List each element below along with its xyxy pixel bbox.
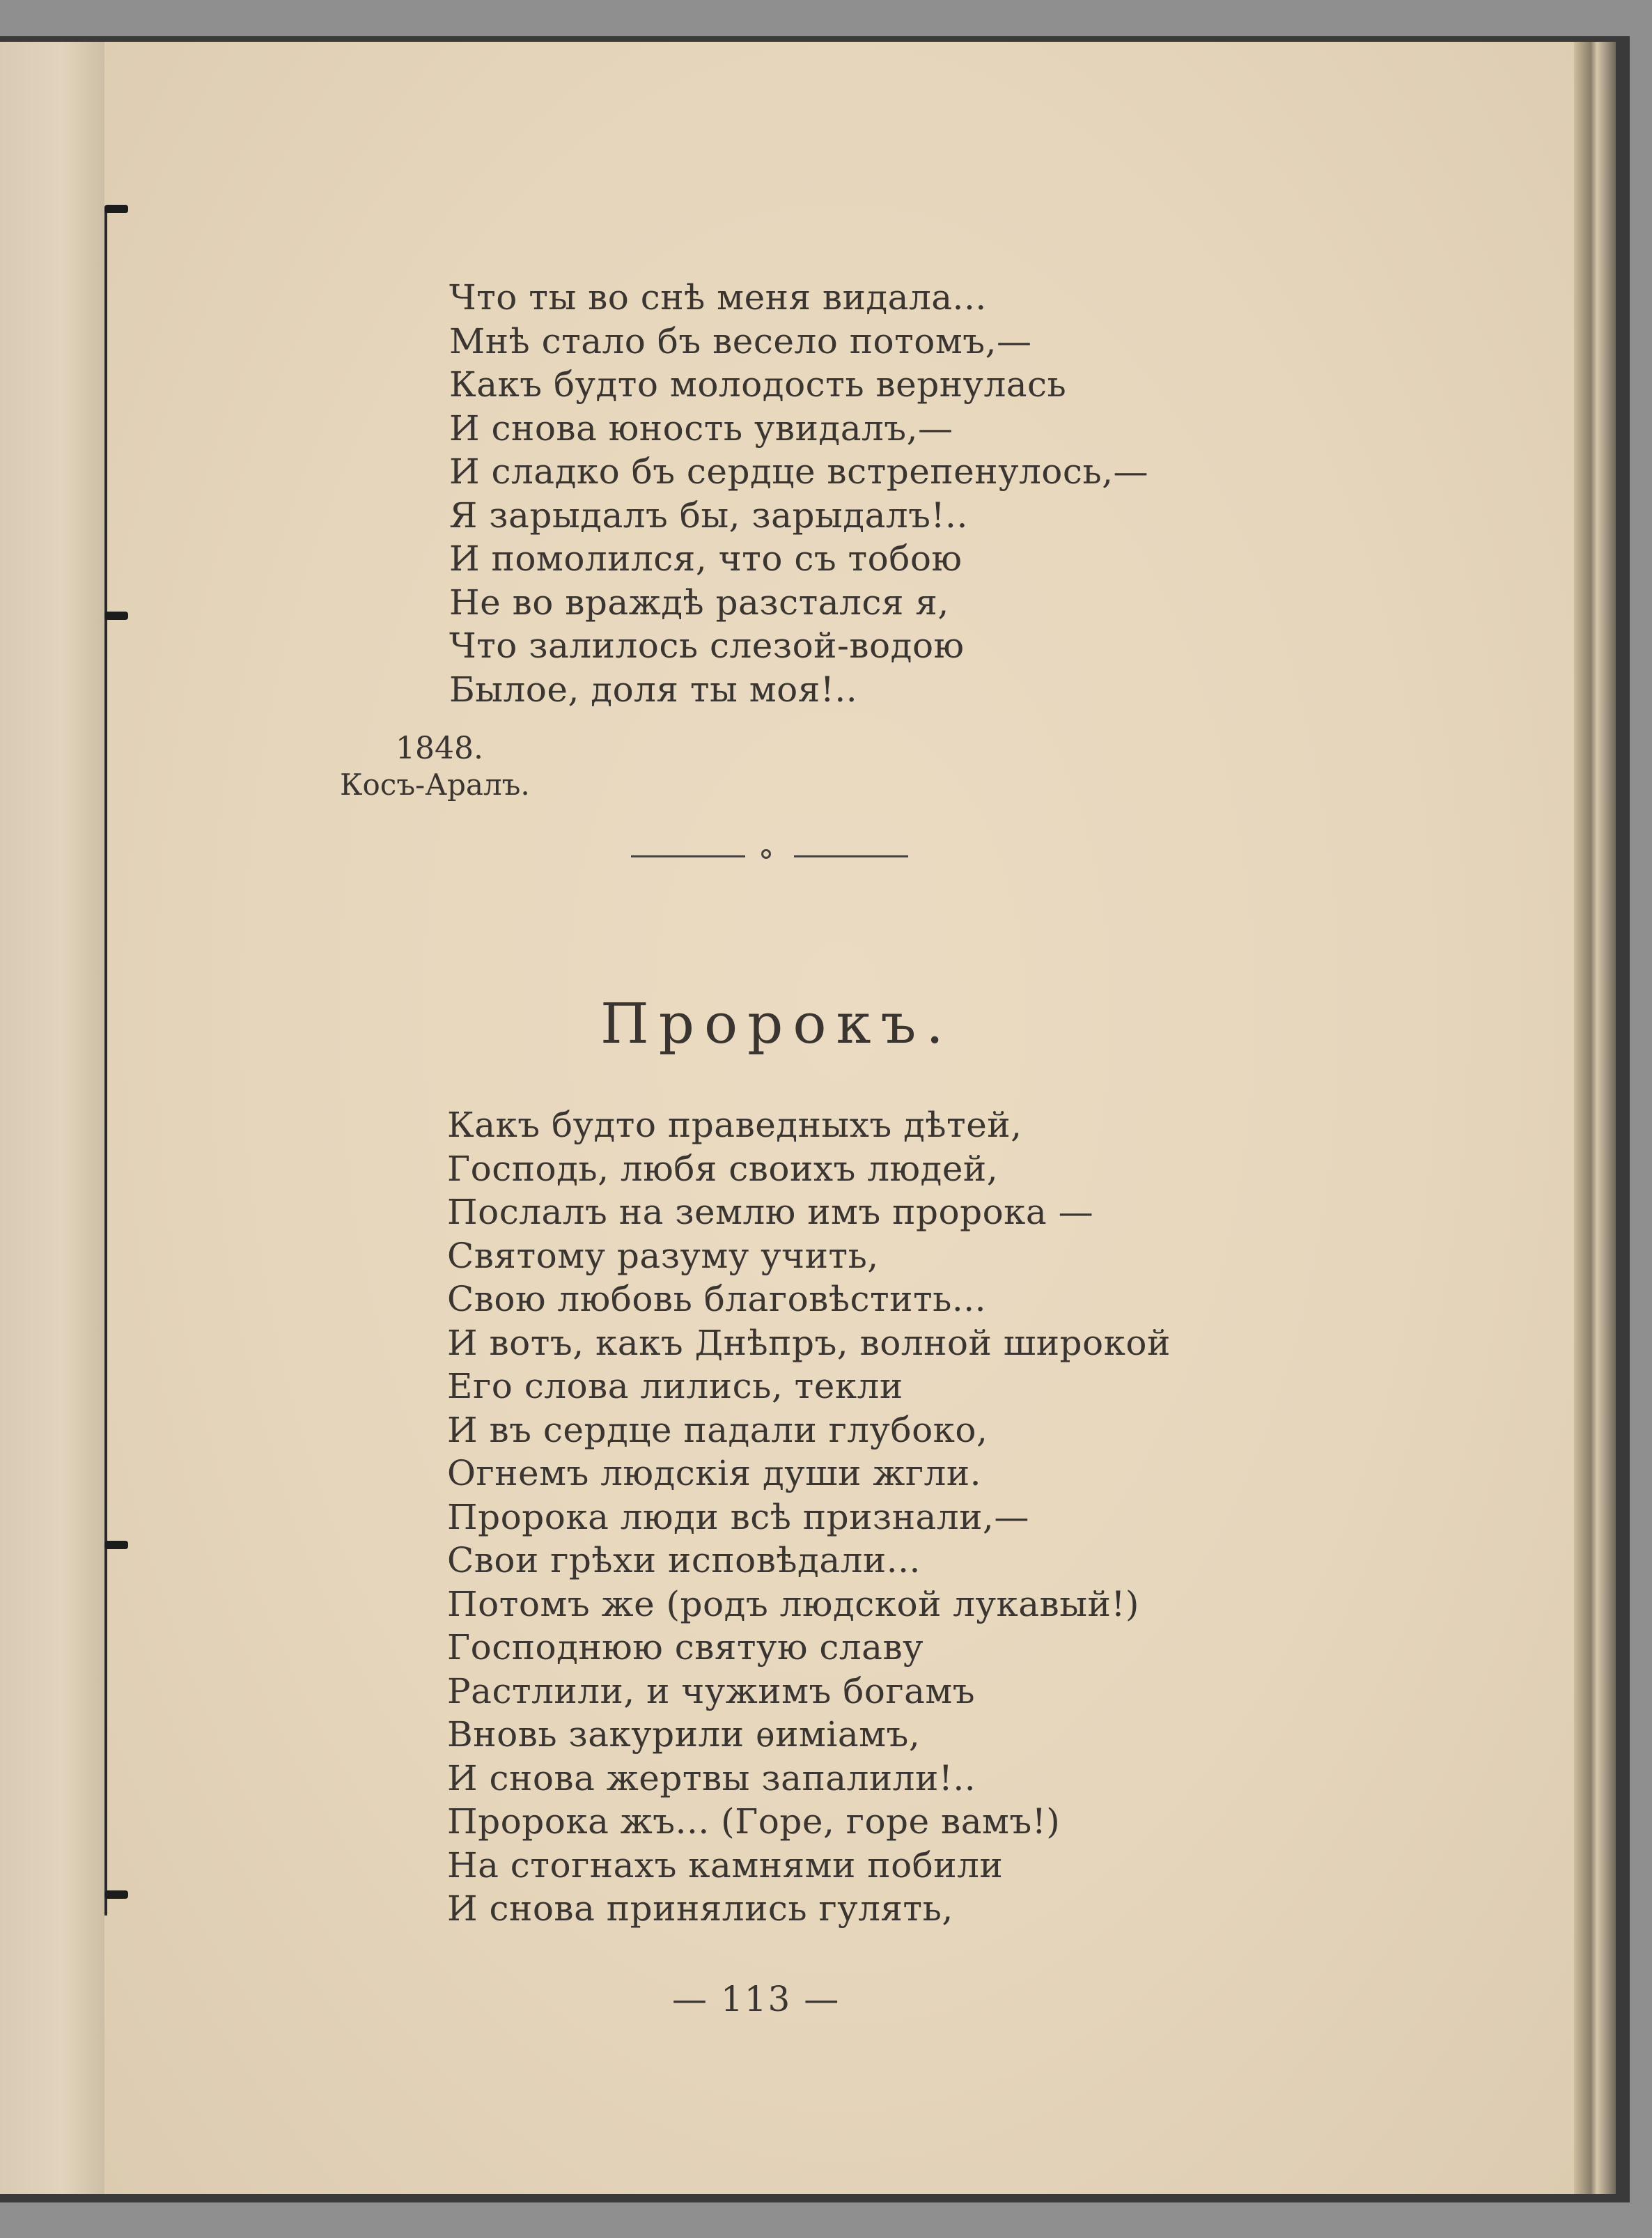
binding-stitch — [104, 1890, 128, 1899]
page-stack-edge — [1574, 42, 1616, 2194]
verse-line: Послалъ на землю имъ пророка — — [447, 1192, 1094, 1232]
section-divider-line — [631, 855, 745, 857]
poem-date: 1848. — [396, 731, 483, 766]
page-number: — 113 — — [672, 1979, 841, 2019]
section-divider-ornament — [761, 849, 771, 859]
poem-place: Косъ-Аралъ. — [340, 768, 530, 802]
binding-stitch — [104, 612, 128, 620]
facing-page-edge — [0, 42, 104, 2194]
verse-line: И въ сердце падали глубоко, — [447, 1409, 988, 1450]
verse-line: Не во враждѣ разстался я, — [449, 582, 949, 623]
verse-line: Господь, любя своихъ людей, — [447, 1148, 999, 1189]
verse-line: Огнемъ людскія души жгли. — [447, 1453, 982, 1493]
verse-line: И вотъ, какъ Днѣпръ, волной широкой — [447, 1322, 1171, 1363]
verse-line: Пророка жъ... (Горе, горе вамъ!) — [447, 1801, 1061, 1842]
section-divider-line — [794, 855, 908, 857]
verse-line: И снова юность увидалъ,— — [449, 407, 953, 449]
verse-line: И снова жертвы запалили!.. — [447, 1757, 976, 1798]
verse-line: И снова принялись гулять, — [447, 1888, 953, 1929]
verse-line: Потомъ же (родъ людской лукавый!) — [447, 1583, 1139, 1624]
verse-line: Я зарыдалъ бы, зарыдалъ!.. — [449, 495, 968, 536]
verse-line: Какъ будто праведныхъ дѣтей, — [447, 1105, 1022, 1145]
verse-line: Господнюю святую славу — [447, 1627, 924, 1668]
verse-line: Святому разуму учить, — [447, 1235, 879, 1276]
spine-thread — [104, 209, 107, 1915]
poem-ending-stanza — [449, 276, 1148, 711]
binding-stitch — [104, 205, 128, 213]
verse-line: Какъ будто молодость вернулась — [449, 364, 1067, 405]
poem-stanza — [447, 1103, 1171, 1931]
binding-stitch — [104, 1541, 128, 1549]
verse-line: Пророка люди всѣ признали,— — [447, 1496, 1029, 1537]
verse-line: Былое, доля ты моя!.. — [449, 669, 858, 710]
verse-line: Что ты во снѣ меня видала... — [449, 277, 987, 318]
verse-line: Свои грѣхи исповѣдали... — [447, 1540, 921, 1580]
verse-line: Его слова лились, текли — [447, 1366, 903, 1406]
verse-line: Что залилось слезой-водою — [449, 625, 965, 666]
verse-line: Свою любовь благовѣстить... — [447, 1279, 987, 1319]
verse-line: На стогнахъ камнями побили — [447, 1844, 1004, 1886]
verse-line: И сладко бъ сердце встрепенулось,— — [449, 451, 1148, 492]
verse-line: Растлили, и чужимъ богамъ — [447, 1670, 976, 1711]
poem-title: Пророкъ. — [600, 991, 953, 1056]
verse-line: И помолился, что съ тобою — [449, 538, 963, 579]
verse-line: Вновь закурили ѳиміамъ, — [447, 1714, 921, 1755]
verse-line: Мнѣ стало бъ весело потомъ,— — [449, 320, 1032, 362]
